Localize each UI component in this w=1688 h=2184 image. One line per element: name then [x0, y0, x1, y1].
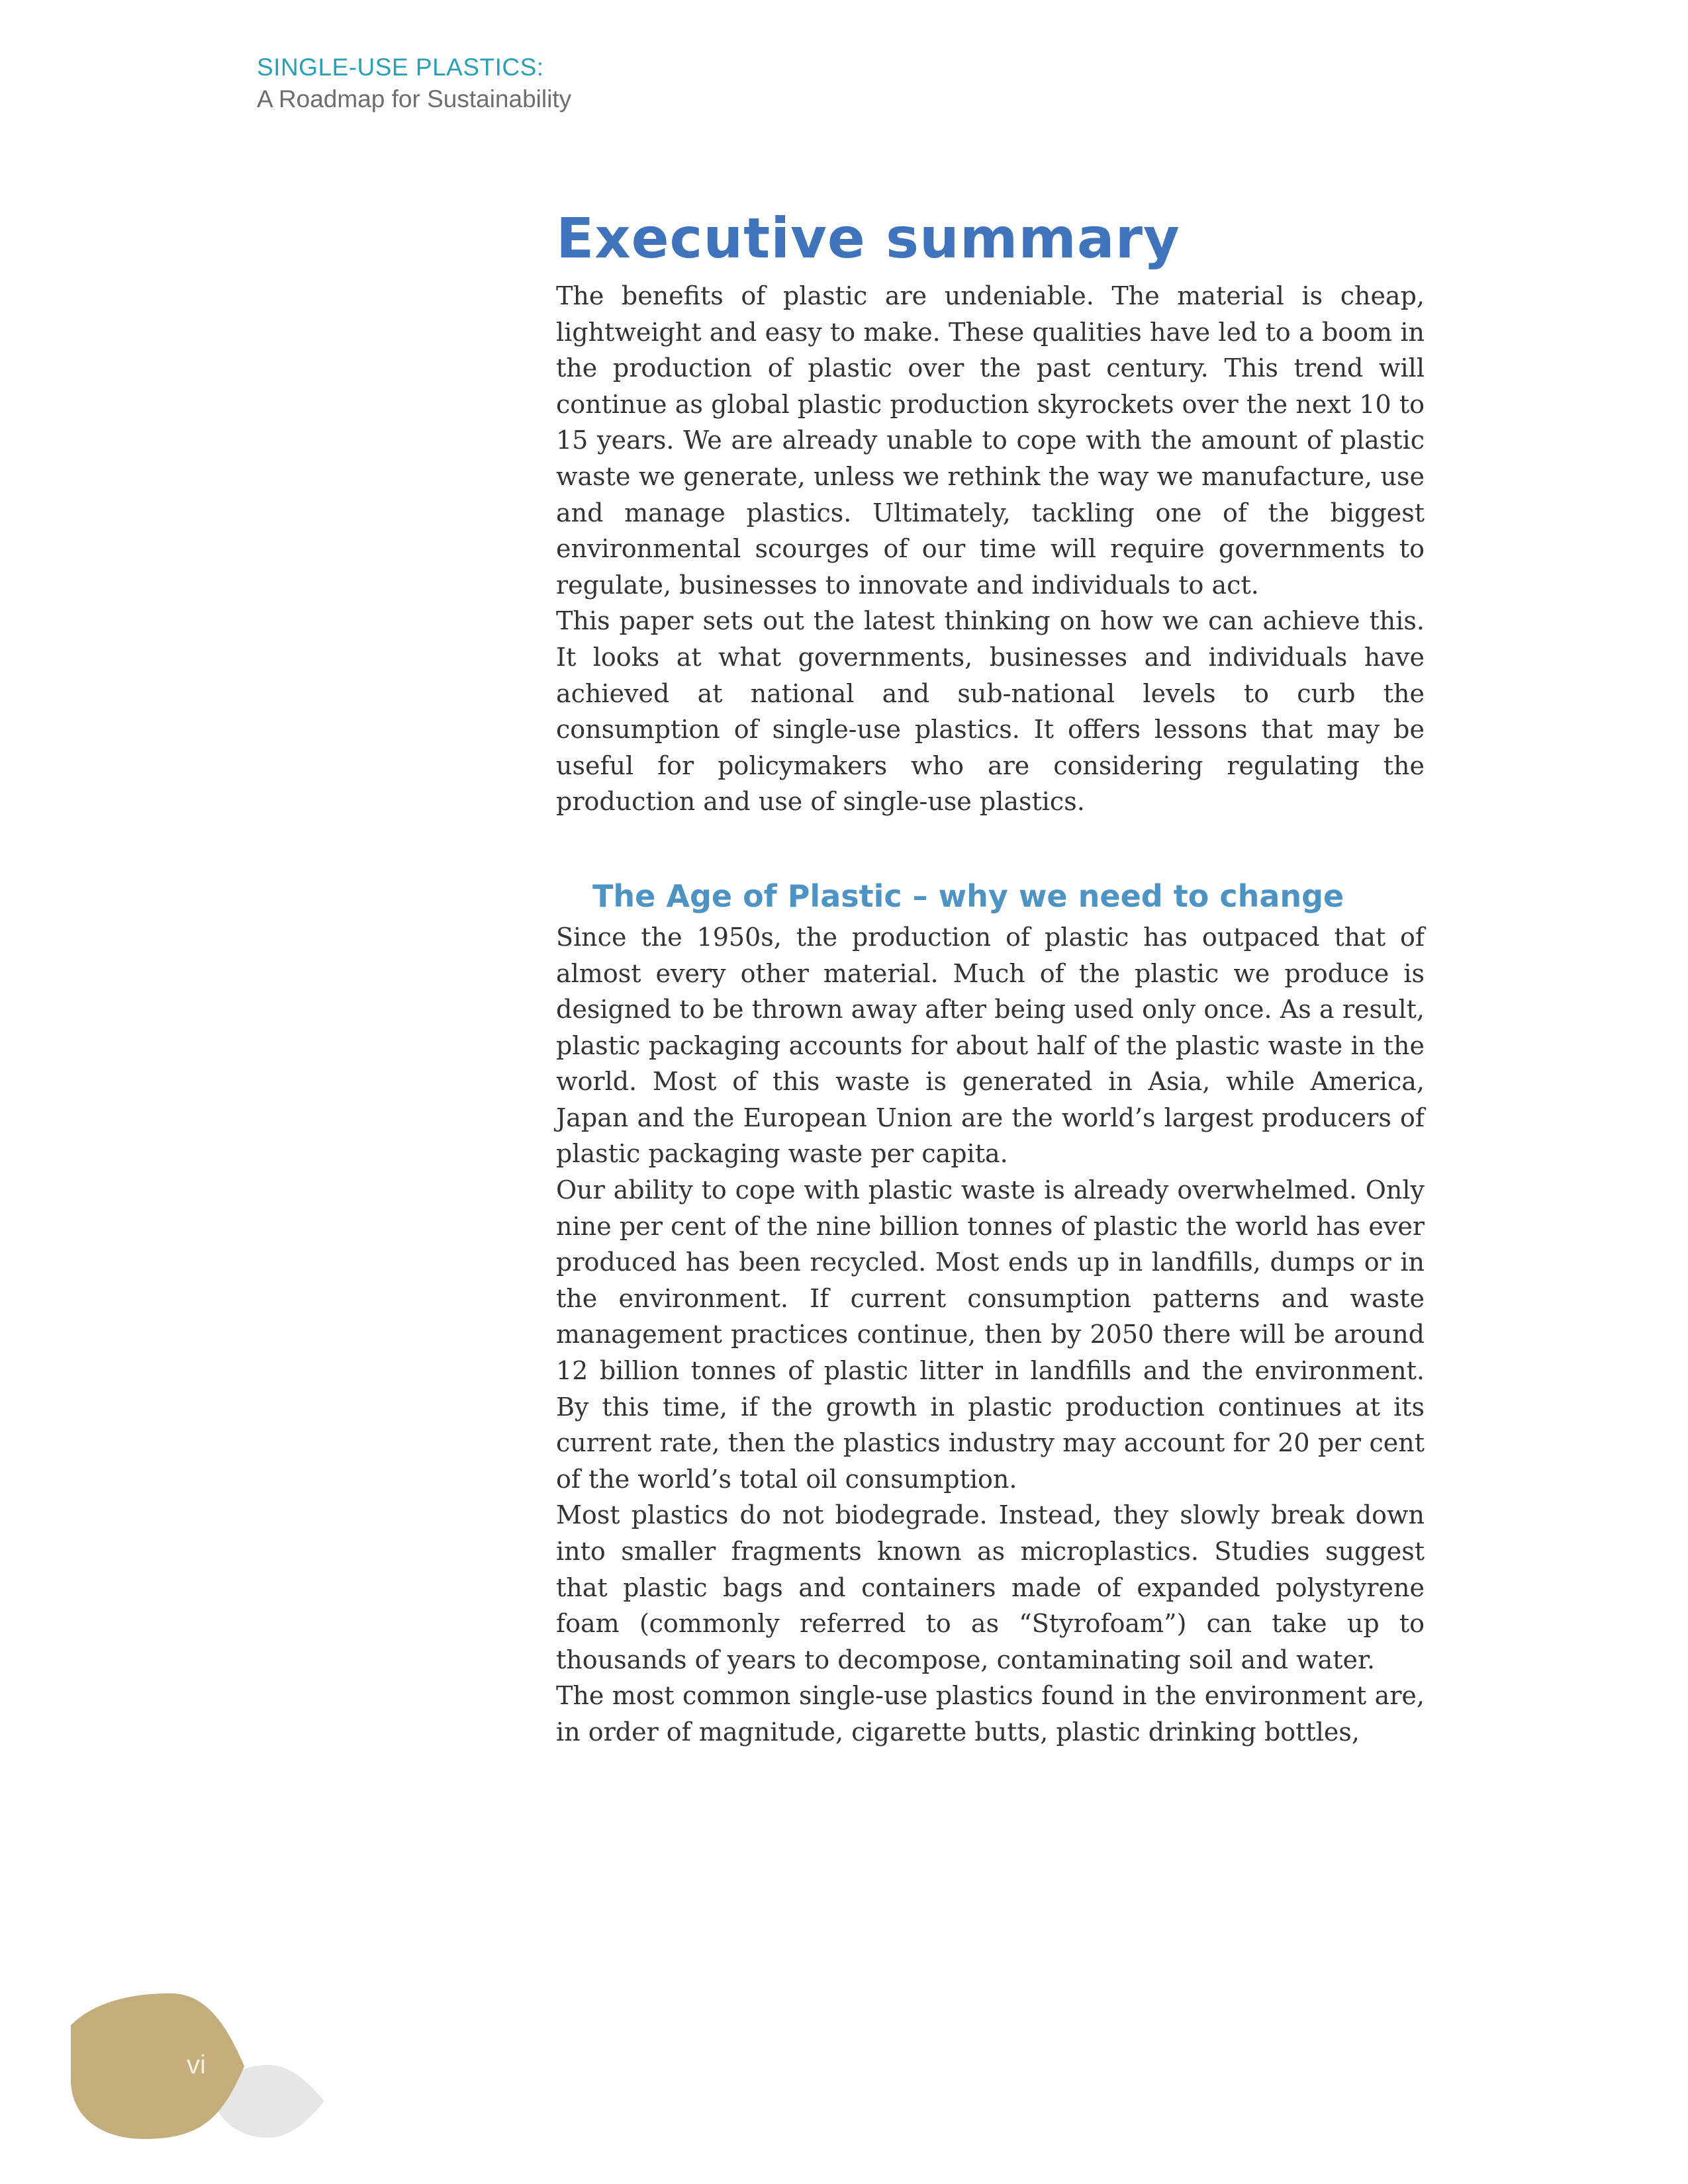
series-subtitle: A Roadmap for Sustainability [257, 85, 572, 113]
summary-paragraph-2: This paper sets out the latest thinking on how we can achieve this. It looks at what governments, businesses and individuals have achieved at national and sub-national levels to curb the consumption of single-use plastics. It offers lessons that may be useful for policymakers who are considering regulating the production and use of single-use plastics. [556, 606, 1425, 817]
subsection-title: The Age of Plastic – why we need to change [592, 878, 1344, 914]
subsection-paragraph-4: The most common single-use plastics found in the environment are, in order of magnitude, cigarette butts, plastic drinking bottles, [556, 1681, 1425, 1747]
subsection-paragraph-1: Since the 1950s, the production of plastic has outpaced that of almost every other material. Much of the plastic we produce is designed to be thrown away after being used only once. As a result, plastic packaging accounts for about half of the plastic waste in the world. Most of this waste is generated in Asia, while America, Japan and the European Union are the world’s largest producers of plastic packaging waste per capita. [556, 922, 1425, 1169]
decorative-drop-gold [71, 1993, 244, 2139]
running-header [257, 52, 571, 115]
section-title: Executive summary [556, 206, 1180, 271]
summary-paragraph-1: The benefits of plastic are undeniable. The material is cheap, lightweight and easy to make. These qualities have led to a boom in the production of plastic over the past century. This trend will continue as global plastic production skyrockets over the next 10 to 15 years. We are already unable to cope with the amount of plastic waste we generate, unless we rethink the way we manufacture, use and manage plastics. Ultimately, tackling one of the biggest environmental scourges of our time will require governments to regulate, businesses to innovate and individuals to act. [556, 281, 1425, 600]
subsection-paragraph-3: Most plastics do not biodegrade. Instead, they slowly break down into smaller fragments known as microplastics. Studies suggest that plastic bags and containers made of expanded polystyrene foam (commonly referred to as “Styrofoam”) can take up to thousands of years to decompose, contaminating soil and water. [556, 1500, 1425, 1674]
main-content [556, 199, 1425, 1751]
series-title: SINGLE-USE PLASTICS: [257, 54, 544, 81]
subsection-paragraph-2: Our ability to cope with plastic waste is already overwhelmed. Only nine per cent of the nine billion tonnes of plastic the world has ever produced has been recycled. Most ends up in landfills, dumps or in the environment. If current consumption patterns and waste management practices continue, then by 2050 there will be around 12 billion tonnes of plastic litter in landfills and the environment. By this time, if the growth in plastic production continues at its current rate, then the plastics industry may account for 20 per cent of the world’s total oil consumption. [556, 1175, 1425, 1494]
page-number: vi [187, 2050, 206, 2079]
